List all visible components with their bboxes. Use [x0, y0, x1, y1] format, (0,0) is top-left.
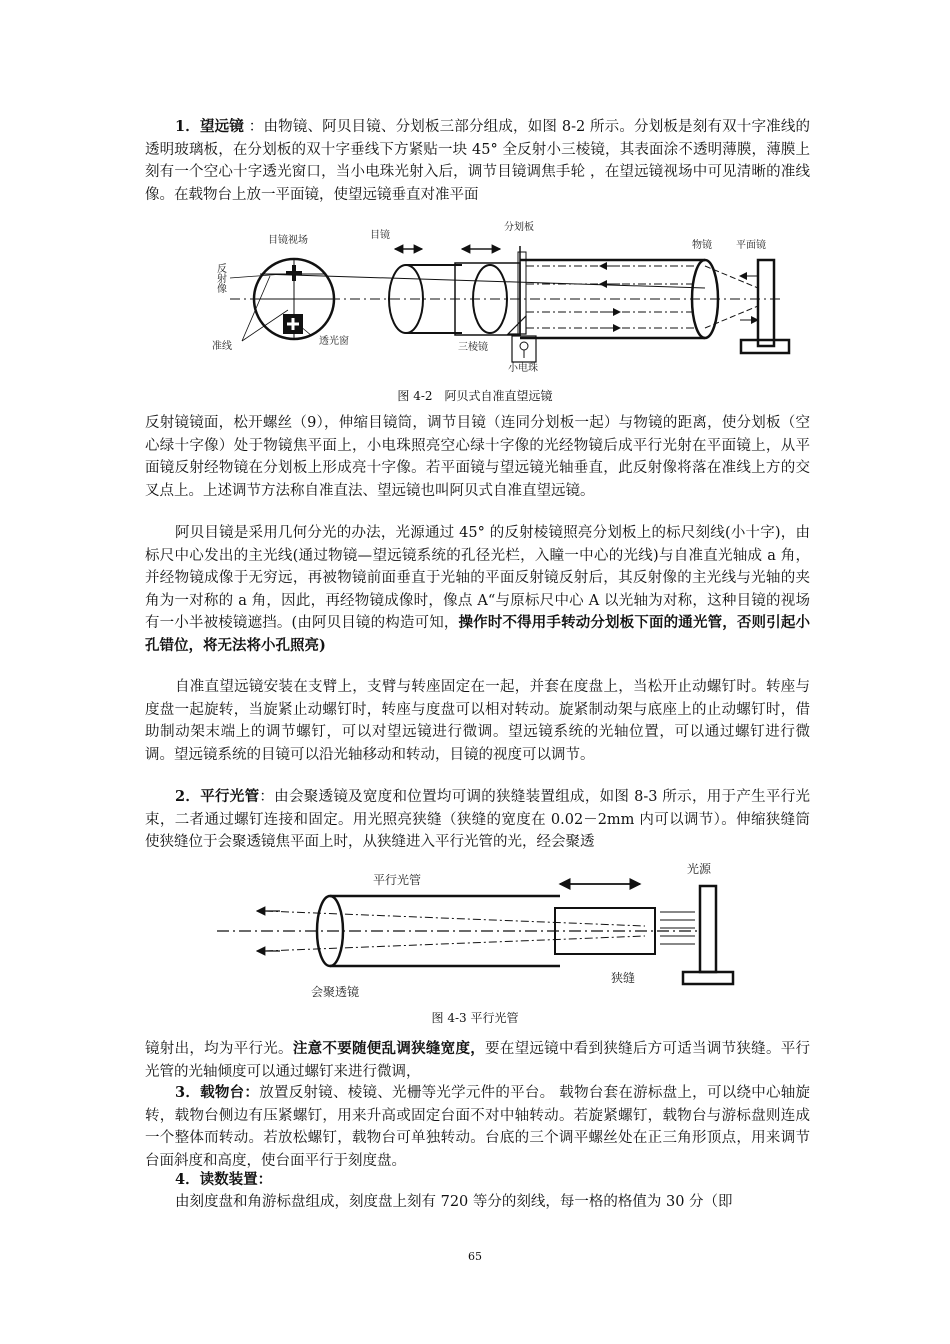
plane-mirror — [758, 260, 774, 346]
paragraph-abbe-eyepiece — [145, 522, 810, 658]
label-reflect-image: 反射像 — [214, 263, 226, 293]
label-reticle: 分划板 — [504, 222, 534, 233]
paragraph-text: 镜射出，均为平行光。 — [145, 1041, 293, 1057]
warning-text: 操作时不得用手转动分划板下面的通光管，否则引起小孔错位，将无法将小孔照亮) — [145, 614, 811, 654]
label-source: 光源 — [687, 862, 712, 876]
page-number: 65 — [468, 1250, 482, 1263]
section-number: 4． — [175, 1171, 200, 1188]
section-number: 3． — [175, 1084, 201, 1101]
label-bulb: 小电珠 — [508, 363, 538, 374]
label-eyepiece-view: 目镜视场 — [268, 235, 308, 246]
label-objective: 物镜 — [692, 240, 712, 251]
label-eyepiece: 目镜 — [370, 230, 390, 241]
light-source-base — [683, 972, 733, 984]
warning-text: 注意不要随便乱调狭缝宽度， — [292, 1040, 486, 1057]
paragraph-text: 阿贝目镜是采用几何分光的办法，光源通过 45° 的反射棱镜照亮分划板上的标尺刻线(小十字)，由标尺中心发出的主光线(通过物镜—望远镜系统的孔径光栏，入瞳一中心的光线)与自准直光轴成 a 角，并经物镜成像于无穷远，再被物镜前面垂直于光轴的平面反射镜反射后，其反射像的主光线与光轴的夹角为一对称的 a 角，因此，再经物镜成像时，像点 A“与原标尺中心 A 以光轴为对称，这种目镜的视场有一小半被棱镜遮挡。(由阿贝目镜的构造可知， — [145, 525, 810, 632]
paragraph-slit-note — [145, 1038, 810, 1083]
section-heading-stage: 载物台： — [200, 1084, 260, 1101]
reflect-image-cross — [286, 265, 302, 281]
paragraph-reading-heading — [145, 1169, 810, 1192]
paragraph-reading: 由刻度盘和角游标盘组成，刻度盘上刻有 720 等分的刻线，每一格的格值为 30 分（即 — [175, 1194, 733, 1210]
paragraph-autocollimation: 反射镜镜面，松开螺丝（9），伸缩目镜筒，调节目镜（连同分划板一起）与物镜的距离，使分划板（空心绿十字像）处于物镜焦平面上，小电珠照亮空心绿十字像的光经物镜后成平行光射在平面镜上，从平面镜反射经物镜在分划板上形成亮十字像。若平面镜与望远镜光轴垂直，此反射像将落在准线上方的交叉点上。上述调节方法称自准直法、望远镜也叫阿贝式自准直望远镜。 — [145, 415, 810, 499]
figure-caption-4-3: 图 4-3 平行光管 — [431, 1011, 519, 1025]
light-source — [700, 886, 716, 972]
section-number: 2． — [175, 788, 201, 805]
paragraph-text: 要在望远镜中看到狭缝后方可适当调节狭缝。平行光管的光轴倾度可以通过螺钉来进行微调， — [145, 1041, 811, 1080]
section-heading-telescope: 望远镜 — [199, 118, 244, 135]
paragraph-text: 放置反射镜、棱镜、光栅等光学元件的平台。 载物台套在游标盘上，可以绕中心轴旋转，载物台侧边有压紧螺钉，用来升高或固定台面不对中轴转动。若旋紧螺钉，载物台与游标盘则连成一个整体而转动。若放松螺钉，载物台可单独转动。台底的三个调平螺丝处在正三角形顶点，用来调节台面斜度和高度，使台面平行于刻度盘。 — [145, 1085, 811, 1169]
label-collimator: 平行光管 — [373, 873, 422, 887]
paragraph-mounting: 自准直望远镜安装在支臂上，支臂与转座固定在一起，并套在度盘上，当松开止动螺钉时。转座与度盘一起旋转，当旋紧止动螺钉时，转座与度盘可以相对转动。旋紧制动架与底座上的止动螺钉时，借助制动架末端上的调节螺钉，可以对望远镜进行微调。望远镜系统的光轴位置，可以通过螺钉进行微调。望远镜系统的目镜可以沿光轴移动和转动，目镜的视度可以调节。 — [145, 679, 810, 763]
section-heading-collimator: 平行光管 — [200, 788, 260, 805]
label-window: 透光窗 — [319, 336, 349, 347]
paragraph-stage — [145, 1082, 810, 1172]
paragraph-telescope — [145, 116, 810, 206]
label-mirror: 平面镜 — [736, 240, 766, 251]
figure-abbe-telescope — [200, 216, 800, 386]
label-prism: 三棱镜 — [458, 342, 488, 353]
label-lens: 会聚透镜 — [311, 985, 360, 999]
section-heading-reading: 读数装置： — [199, 1171, 273, 1188]
paragraph-text: ：由物镜、阿贝目镜、分划板三部分组成，如图 8-2 所示。分划板是刻有双十字准线的透明玻璃板，在分划板的双十字垂线下方紧贴一块 45° 全反射小三棱镜，其表面涂不透明薄膜，薄膜上刻有一个空心十字透光窗口，当小电珠光射入后，调节目镜调焦手轮 ，在望远镜视场中可见清晰的准线像。在载物台上放一平面镜，使望远镜垂直对准平面 — [145, 119, 810, 203]
label-crosshair: 准线 — [212, 341, 232, 352]
section-number: 1． — [175, 118, 200, 135]
paragraph-collimator — [145, 786, 810, 854]
figure-collimator — [205, 856, 765, 1006]
prism-shape — [508, 316, 526, 334]
paragraph-text: ：由会聚透镜及宽度和位置均可调的狭缝装置组成，如图 8-3 所示，用于产生平行光束，二者通过螺钉连接和固定。用光照亮狭缝（狭缝的宽度在 0.02－2mm 内可以调节）。伸缩狭缝筒使狭缝位于会聚透镜焦平面上时，从狭缝进入平行光管的光，经会聚透 — [145, 789, 811, 851]
figure-caption-4-2: 图 4-2 阿贝式自准直望远镜 — [397, 389, 553, 403]
label-slit: 狭缝 — [611, 971, 636, 985]
bulb-box — [512, 336, 536, 362]
